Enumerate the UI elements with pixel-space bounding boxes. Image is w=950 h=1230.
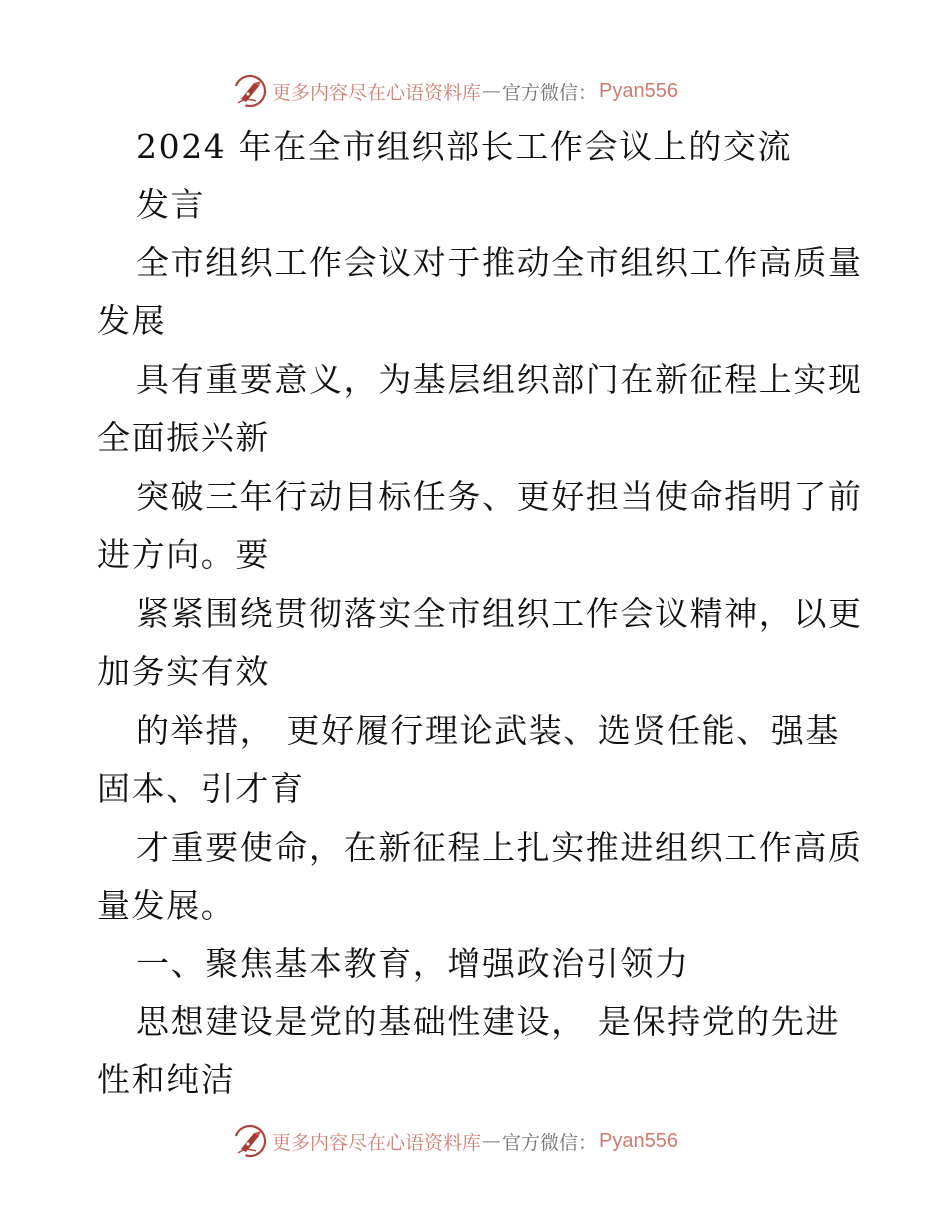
body-line: 突破三年行动目标任务、更好担当使命指明了前 bbox=[136, 477, 863, 516]
section-heading: 一、聚焦基本教育，增强政治引领力 bbox=[136, 944, 690, 983]
quill-pen-logo-icon bbox=[232, 1123, 268, 1159]
body-line: 才重要使命，在新征程上扎实推进组织工作高质 bbox=[136, 828, 863, 867]
body-line: 的举措， 更好履行理论武装、选贤任能、强基 bbox=[136, 711, 841, 750]
watermark-footer bbox=[232, 1121, 678, 1161]
body-line: 加务实有效 bbox=[97, 652, 270, 691]
body-line: 思想建设是党的基础性建设， 是保持党的先进 bbox=[136, 1002, 841, 1041]
watermark-wechat-id: Pyan556 bbox=[599, 1129, 678, 1152]
watermark-brand-text: 更多内容尽在心语资料库 bbox=[272, 81, 482, 104]
body-line: 全面振兴新 bbox=[97, 418, 270, 457]
watermark-wechat-id: Pyan556 bbox=[599, 79, 678, 102]
document-title-line-1: 2024 年在全市组织部长工作会议上的交流 bbox=[136, 127, 793, 166]
watermark-dash: — bbox=[482, 1130, 502, 1152]
body-line: 紧紧围绕贯彻落实全市组织工作会议精神，以更 bbox=[136, 594, 863, 633]
body-line: 具有重要意义，为基层组织部门在新征程上实现 bbox=[136, 360, 863, 399]
watermark-wechat-label: 官方微信： bbox=[502, 81, 598, 104]
watermark-header bbox=[232, 71, 678, 111]
watermark-dash: — bbox=[482, 80, 502, 102]
body-line: 发展 bbox=[97, 301, 167, 340]
body-line: 量发展。 bbox=[97, 886, 236, 925]
watermark-brand-text: 更多内容尽在心语资料库 bbox=[272, 1131, 482, 1154]
body-line: 全市组织工作会议对于推动全市组织工作高质量 bbox=[136, 243, 863, 282]
document-title-line-2: 发言 bbox=[136, 185, 206, 224]
body-line: 固本、引才育 bbox=[97, 769, 305, 808]
quill-pen-logo-icon bbox=[232, 73, 268, 109]
body-line: 进方向。要 bbox=[97, 535, 270, 574]
watermark-wechat-label: 官方微信： bbox=[502, 1131, 598, 1154]
body-line: 性和纯洁 bbox=[97, 1060, 236, 1099]
